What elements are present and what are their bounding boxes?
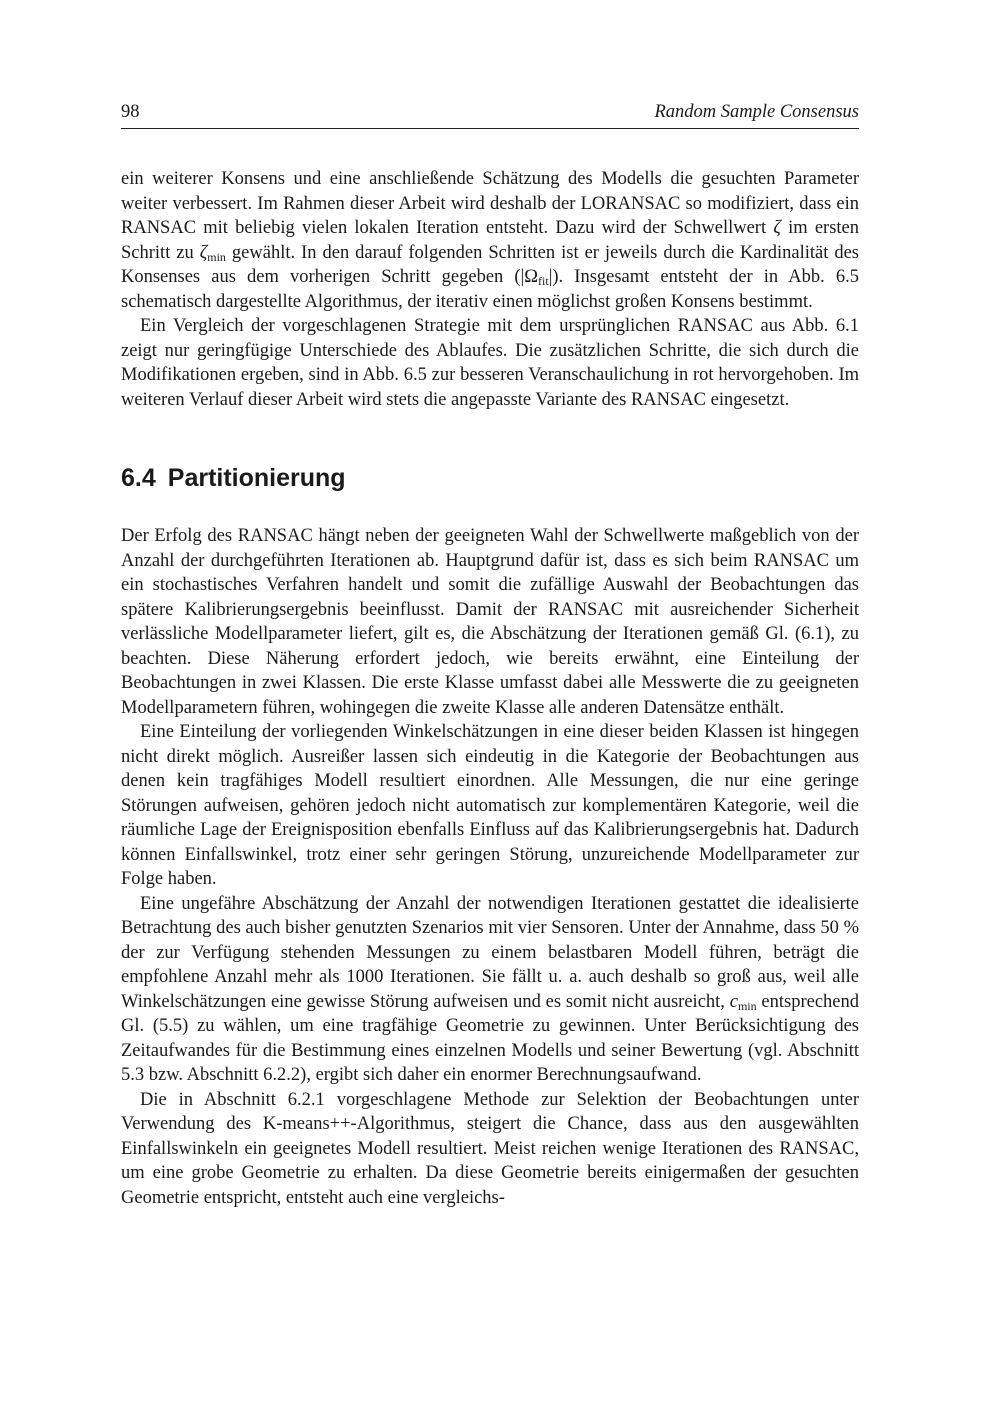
text-span: Eine ungefähre Abschätzung der Anzahl der notwendigen Iterationen gestattet die idealisierte Betrachtung des auch bisher genutzten Szenarios mit vier Sensoren. Unter der Annahme, dass 50 % der zur Verfügung stehenden Messungen zu einem belastbaren Modell führen, beträgt die empfohlene Anzahl mehr als 1000 Iterationen. Sie fällt u. a. auch deshalb so groß aus, weil alle Winkelschätzungen eine gewisse Störung aufweisen und es somit nicht ausreicht,	[121, 893, 859, 1012]
text-span: |). Insgesamt entsteht der in Abb. 6.5 schematisch dargestellte Algorithmus, der iterativ einen möglichst großen Konsens bestimmt.	[121, 267, 859, 312]
paragraph-classification: Eine Einteilung der vorliegenden Winkelschätzungen in eine dieser beiden Klassen ist hingegen nicht direkt möglich. Ausreißer lassen sich eindeutig in die Kategorie der Beobachtungen aus denen kein tragfähiges Modell resultiert einordnen. Alle Messungen, die nur eine geringe Störungen aufweisen, gehören jedoch nicht automatisch zur komplementären Kategorie, weil die räumliche Lage der Ereignisposition ebenfalls Einfluss auf das Kalibrierungsergebnis hat. Dadurch können Einfallswinkel, trotz einer sehr geringen Störung, unzureichende Modellparameter zur Folge haben.	[121, 722, 859, 889]
zeta-min-symbol: ζ	[199, 242, 208, 263]
section-title: Partitionierung	[167, 464, 346, 492]
page	[121, 100, 859, 1210]
text-span: ein weiterer Konsens und eine anschließende Schätzung des Modells die gesuchten Parameter weiter verbessert. Im Rahmen dieser Arbeit wird deshalb der LORANSAC so modifiziert, dass ein RANSAC mit beliebig vielen lokalen Iteration entsteht. Dazu wird der Schwellwert	[121, 169, 859, 238]
paragraph-kmeans-selection: Die in Abschnitt 6.2.1 vorgeschlagene Methode zur Selektion der Beobachtungen unter Verwendung des K-means++-Algorithmus, steigert die Chance, dass aus den ausgewählten Einfallswinkeln ein geeignetes Modell resultiert. Meist reichen wenige Iterationen des RANSAC, um eine grobe Geometrie zu erhalten. Da diese Geometrie bereits einigermaßen der gesuchten Geometrie entspricht, entsteht auch eine vergleichs-	[121, 1089, 859, 1208]
section-heading	[121, 462, 859, 494]
omega-fit-subscript: fit	[538, 274, 549, 288]
c-min-symbol: c	[729, 991, 738, 1012]
page-number: 98	[121, 102, 140, 122]
zeta-symbol: ζ	[773, 218, 781, 238]
c-min-subscript: min	[737, 998, 757, 1013]
omega-symbol: Ω	[524, 267, 539, 287]
running-header	[121, 100, 859, 129]
text-span: gewählt. In den darauf folgenden Schritten ist er jeweils durch die Kardinalität des Konsenses aus dem vorherigen Schritt gegeben (|	[121, 242, 860, 287]
running-title: Random Sample Consensus	[654, 102, 859, 122]
text-span: im ersten Schritt zu	[121, 218, 860, 263]
page-body	[121, 167, 859, 1210]
text-span: entsprechend Gl. (5.5) zu wählen, um eine tragfähige Geometrie zu gewinnen. Unter Berücksichtigung des Zeitaufwandes für die Bestimmung eines einzelnen Modells und seiner Bewertung (vgl. Abschnitt 5.3 bzw. Abschnitt 6.2.2), ergibt sich daher ein enormer Berechnungsaufwand.	[121, 991, 859, 1085]
paragraph-ransac-success: Der Erfolg des RANSAC hängt neben der geeigneten Wahl der Schwellwerte maßgeblich von der Anzahl der durchgeführten Iterationen ab. Hauptgrund dafür ist, dass es sich beim RANSAC um ein stochastisches Verfahren handelt und somit die zufällige Auswahl der Beobachtungen das spätere Kalibrierungsergebnis beeinflusst. Damit der RANSAC mit ausreichender Sicherheit verlässliche Modellparameter liefert, gilt es, die Abschätzung der Iterationen gemäß Gl. (6.1), zu beachten. Diese Näherung erfordert jedoch, wie bereits erwähnt, eine Einteilung der Beobachtungen in zwei Klassen. Die erste Klasse umfasst dabei alle Messwerte die zu geeigneten Modellparametern führen, wohingegen die zweite Klasse alle anderen Datensätze enthält.	[121, 526, 859, 718]
paragraph-loransac-modification	[121, 167, 859, 314]
section-number: 6.4	[121, 464, 156, 492]
paragraph-ransac-comparison: Ein Vergleich der vorgeschlagenen Strategie mit dem ursprünglichen RANSAC aus Abb. 6.1 zeigt nur geringfügige Unterschiede des Ablaufes. Die zusätzlichen Schritte, die sich durch die Modifikationen ergeben, sind in Abb. 6.5 zur besseren Veranschaulichung in rot hervorgehoben. Im weiteren Verlauf dieser Arbeit wird stets die angepasste Variante des RANSAC eingesetzt.	[121, 316, 859, 410]
paragraph-iteration-estimate	[121, 892, 859, 1088]
zeta-min-subscript: min	[207, 249, 226, 264]
